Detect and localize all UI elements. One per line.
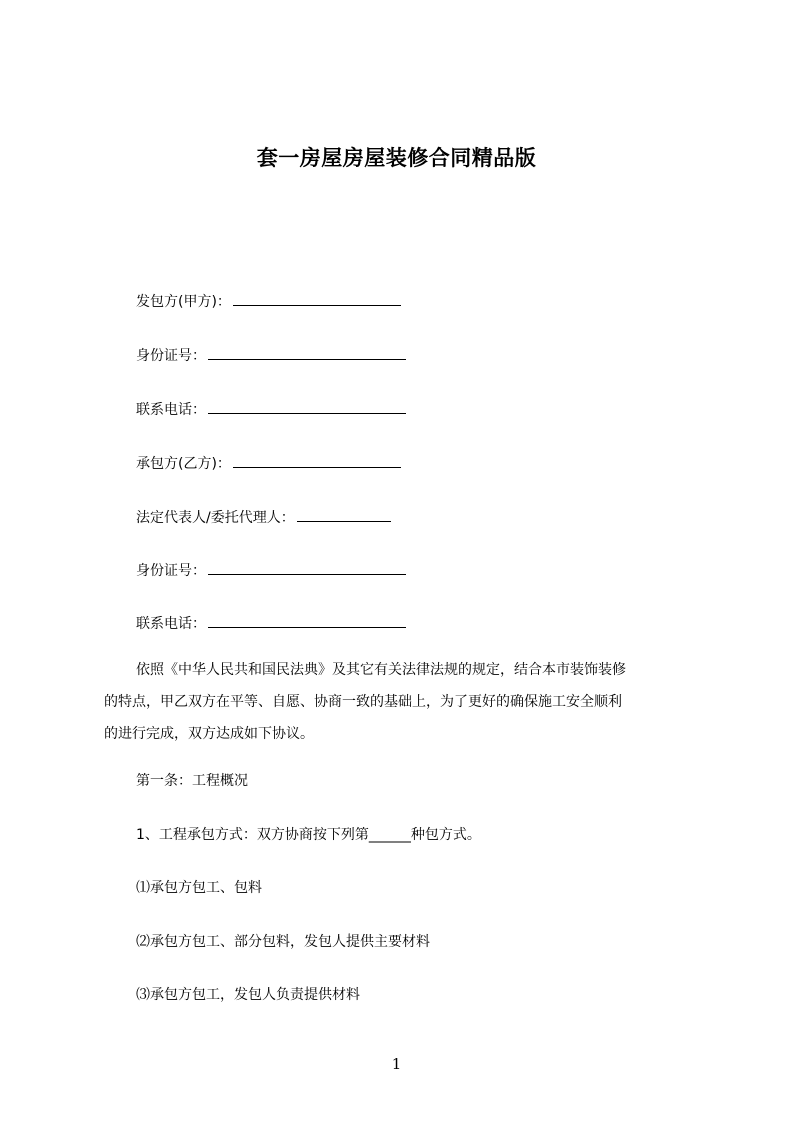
document-title: 套一房屋房屋装修合同精品版 xyxy=(256,146,537,170)
option-item: ⑶承包方包工，发包人负责提供材料 xyxy=(136,987,360,1003)
field-contractor xyxy=(136,453,401,474)
field-label: 身份证号： xyxy=(136,348,206,364)
field-label: 联系电话： xyxy=(136,402,206,418)
article-heading: 第一条：工程概况 xyxy=(136,773,248,789)
fill-blank[interactable] xyxy=(297,507,391,522)
intro-line: 的进行完成，双方达成如下协议。 xyxy=(104,726,314,742)
fill-blank[interactable] xyxy=(208,399,406,414)
field-label: 发包方(甲方)： xyxy=(136,294,231,310)
field-contractor-id xyxy=(136,560,406,581)
field-label: 身份证号： xyxy=(136,563,206,579)
intro-paragraph xyxy=(104,654,704,750)
item-text: 种包方式。 xyxy=(410,827,481,843)
field-representative xyxy=(136,507,391,528)
fill-blank[interactable] xyxy=(233,453,401,468)
field-employer-phone xyxy=(136,399,406,420)
field-employer xyxy=(136,291,401,312)
fill-blank[interactable] xyxy=(208,560,406,575)
field-contractor-phone xyxy=(136,613,406,634)
fill-blank[interactable] xyxy=(233,291,401,306)
fill-blank[interactable] xyxy=(208,613,406,628)
fill-blank[interactable]: ______ xyxy=(368,827,411,843)
fill-blank[interactable] xyxy=(208,345,406,360)
item-text: 1、工程承包方式：双方协商按下列第 xyxy=(136,827,369,843)
field-label: 承包方(乙方)： xyxy=(136,456,231,472)
field-label: 联系电话： xyxy=(136,616,206,632)
contract-method-item xyxy=(136,825,481,845)
option-item: ⑵承包方包工、部分包料，发包人提供主要材料 xyxy=(136,934,430,950)
intro-line: 的特点，甲乙双方在平等、自愿、协商一致的基础上，为了更好的确保施工安全顺利 xyxy=(104,694,622,710)
field-label: 法定代表人/委托代理人： xyxy=(136,510,295,526)
field-employer-id xyxy=(136,345,406,366)
intro-line: 依照《中华人民共和国民法典》及其它有关法律法规的规定，结合本市装饰装修 xyxy=(136,662,626,678)
option-item: ⑴承包方包工、包料 xyxy=(136,880,262,896)
page-number: 1 xyxy=(391,1055,402,1073)
